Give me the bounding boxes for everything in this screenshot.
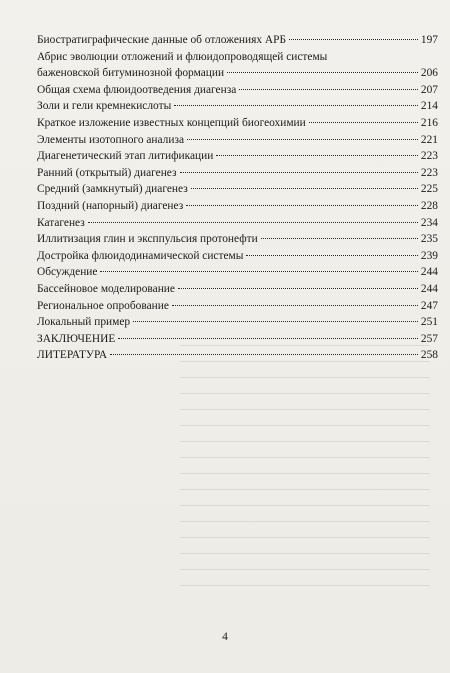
toc-entry-title: Элементы изотопного анализа bbox=[37, 133, 185, 146]
toc-leader-dots bbox=[100, 271, 417, 272]
toc-entry bbox=[37, 314, 438, 331]
toc-entry bbox=[37, 148, 438, 165]
toc-entry-title: ЗАКЛЮЧЕНИЕ bbox=[37, 332, 116, 345]
toc-entry-title-line1: Абрис эволюции отложений и флюидопроводящей системы bbox=[37, 50, 328, 63]
toc-entry-title: Локальный пример bbox=[37, 316, 131, 329]
toc-entry bbox=[37, 32, 438, 49]
toc-entry-title: Региональное опробование bbox=[37, 299, 169, 312]
toc-entry-title: Биостратиграфические данные об отложениях АРБ bbox=[37, 34, 286, 46]
toc-entry bbox=[37, 49, 438, 82]
toc-entry bbox=[37, 181, 438, 198]
toc-entry bbox=[37, 248, 438, 265]
toc-entry-page: 247 bbox=[420, 299, 438, 312]
toc-entry bbox=[37, 331, 438, 348]
toc-entry-page: 239 bbox=[420, 249, 438, 262]
toc-entry bbox=[37, 281, 438, 298]
toc-entry-title: Достройка флюидодинамической системы bbox=[37, 249, 244, 262]
toc-entry bbox=[37, 215, 438, 232]
toc-entry-page: 216 bbox=[420, 116, 438, 129]
toc-leader-dots bbox=[191, 188, 418, 189]
toc-entry-page: 244 bbox=[420, 282, 438, 295]
toc-entry-page: 225 bbox=[420, 183, 438, 196]
toc-leader-dots bbox=[133, 321, 418, 322]
toc-leader-dots bbox=[309, 122, 418, 123]
toc-entry-title: Ранний (открытый) диагенез bbox=[37, 166, 177, 179]
toc-leader-dots bbox=[216, 155, 418, 156]
toc-entry-page: 214 bbox=[420, 100, 438, 113]
toc-entry-title: Катагенез bbox=[37, 216, 85, 229]
toc-entry-page: 244 bbox=[420, 266, 438, 279]
toc-entry-title: Поздний (напорный) диагенез bbox=[37, 199, 184, 212]
toc-leader-dots bbox=[186, 205, 418, 206]
toc-entry bbox=[37, 298, 438, 315]
toc-leader-dots bbox=[261, 238, 418, 239]
toc-leader-dots bbox=[118, 338, 418, 339]
toc-entry-page: 258 bbox=[420, 349, 438, 362]
toc-entry-page: 206 bbox=[420, 67, 438, 80]
toc-leader-dots bbox=[246, 255, 418, 256]
toc-entry-page: 228 bbox=[420, 199, 438, 212]
toc-entry-page: 207 bbox=[420, 83, 438, 96]
toc-entry-title: Иллитизация глин и эксппульсия протонефти bbox=[37, 233, 258, 246]
toc-entry-page: 223 bbox=[420, 150, 438, 163]
toc-entry-page: 223 bbox=[420, 166, 438, 179]
toc-entry-title: Краткое изложение известных концепций биогеохимии bbox=[37, 116, 306, 129]
toc-entry-title: Общая схема флюидоотведения диагенза bbox=[37, 83, 237, 96]
toc-entry-page: 221 bbox=[420, 133, 438, 146]
toc-entry-page: 197 bbox=[420, 34, 438, 46]
toc-entry-title: ЛИТЕРАТУРА bbox=[37, 349, 108, 362]
toc-leader-dots bbox=[88, 222, 418, 223]
toc-entry bbox=[37, 132, 438, 149]
page-number: 4 bbox=[222, 631, 228, 643]
toc-entry bbox=[37, 82, 438, 99]
toc-entry bbox=[37, 347, 438, 364]
toc-entry bbox=[37, 98, 438, 115]
toc-entry-title: Средний (замкнутый) диагенез bbox=[37, 183, 188, 196]
bleed-through-texture bbox=[180, 345, 430, 625]
toc-entry-title: Обсуждение bbox=[37, 266, 98, 279]
toc-leader-dots bbox=[174, 105, 418, 106]
toc-leader-dots bbox=[180, 172, 418, 173]
toc-leader-dots bbox=[172, 305, 418, 306]
toc-leader-dots bbox=[178, 288, 418, 289]
toc-leader-dots bbox=[227, 72, 418, 73]
toc-leader-dots bbox=[289, 39, 418, 40]
toc-entry-title: Диагенетический этап литификации bbox=[37, 150, 214, 163]
toc-entry bbox=[37, 115, 438, 132]
toc-leader-dots bbox=[187, 139, 418, 140]
toc-entry bbox=[37, 165, 438, 182]
toc-entry-page: 234 bbox=[420, 216, 438, 229]
toc-entry-page: 235 bbox=[420, 233, 438, 246]
toc-entry-title: баженовской битуминозной формации bbox=[37, 67, 225, 80]
toc-entry bbox=[37, 198, 438, 215]
toc-leader-dots bbox=[110, 354, 418, 355]
toc-entry-page: 251 bbox=[420, 316, 438, 329]
toc-entry-page: 257 bbox=[420, 332, 438, 345]
toc-leader-dots bbox=[239, 89, 418, 90]
toc-entry bbox=[37, 231, 438, 248]
toc-entry bbox=[37, 264, 438, 281]
toc-entry-title: Золи и гели кремнекислоты bbox=[37, 100, 172, 113]
toc-entry-title: Бассейновое моделирование bbox=[37, 282, 175, 295]
table-of-contents bbox=[37, 32, 438, 364]
